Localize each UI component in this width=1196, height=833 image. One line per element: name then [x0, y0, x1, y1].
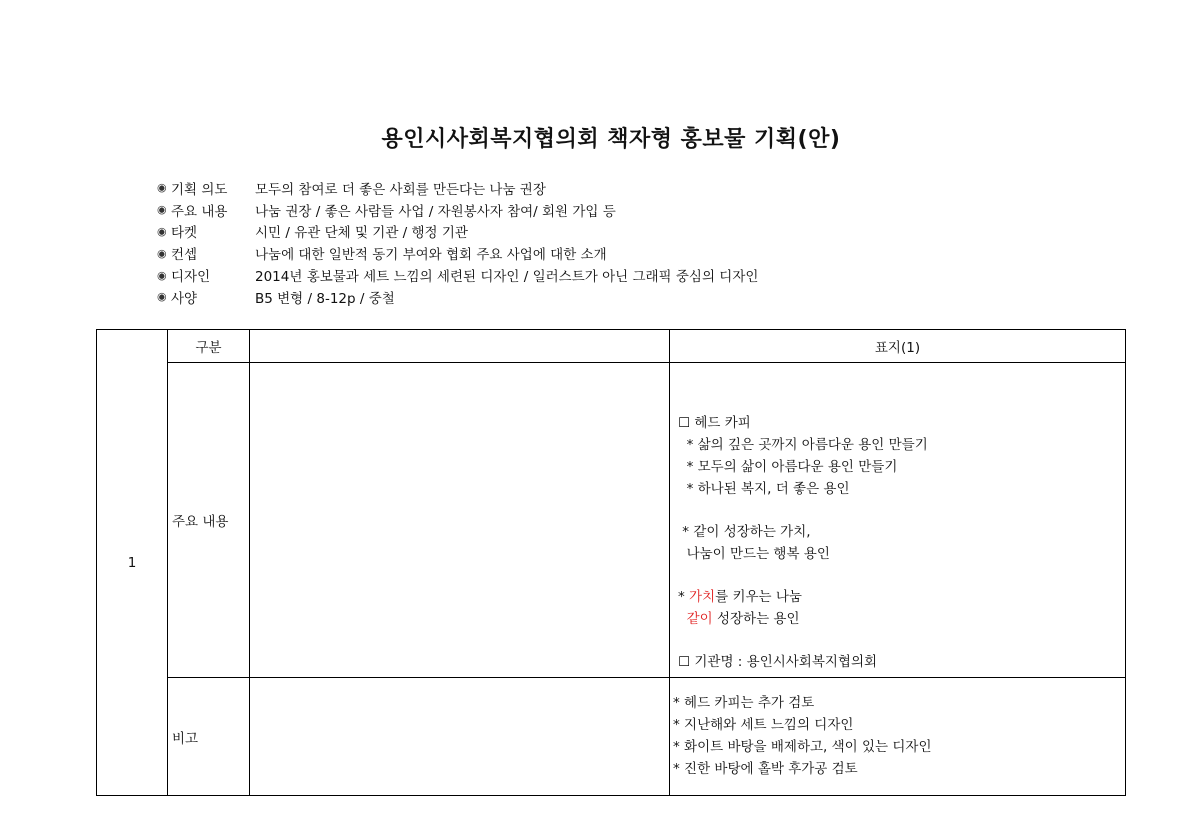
spec-value: 나눔에 대한 일반적 동기 부여와 협회 주요 사업에 대한 소개 — [255, 247, 607, 264]
header-label-cell: 구분 — [168, 330, 250, 363]
org-name-line: ☐ 기관명 : 용인시사회복지협의회 — [678, 654, 878, 670]
head-copy-line: * 하나된 복지, 더 좋은 용인 — [678, 481, 850, 497]
document-title: 용인시사회복지협의회 책자형 홍보물 기획(안) — [381, 127, 841, 152]
spec-item — [157, 177, 758, 199]
spec-key: 기획 의도 — [171, 181, 228, 198]
head-copy-line: * 모두의 삶이 아름다운 용인 만들기 — [678, 459, 898, 475]
notes-row — [97, 678, 1126, 796]
slogan-star: * — [678, 589, 690, 605]
head-copy-line: * 삶의 깊은 곳까지 아름다운 용인 만들기 — [678, 437, 928, 453]
plan-table — [96, 329, 1126, 796]
slogan-line — [678, 608, 1125, 630]
spec-item — [157, 242, 758, 264]
spec-key: 타켓 — [171, 225, 198, 242]
spec-value: 나눔 권장 / 좋은 사람들 사업 / 자원봉사자 참여/ 회원 가입 등 — [255, 203, 616, 220]
slogan-line — [678, 586, 1125, 608]
content-row — [97, 363, 1126, 678]
spec-item — [157, 264, 758, 286]
note-item: * 진한 바탕에 홀박 후가공 검토 — [673, 761, 858, 777]
spec-item — [157, 221, 758, 243]
notes-blank-cell — [250, 678, 670, 796]
content-cell — [670, 363, 1126, 678]
bullet-icon: ◉ — [157, 203, 167, 217]
note-item: * 헤드 카피는 추가 검토 — [673, 695, 815, 711]
notes-cell — [670, 678, 1126, 796]
bullet-icon: ◉ — [157, 268, 167, 282]
slogan-highlight: 가치 — [689, 589, 716, 605]
slogan-highlight: 같이 — [686, 611, 713, 627]
bullet-icon: ◉ — [157, 246, 167, 260]
notes-label-cell: 비고 — [168, 678, 250, 796]
bullet-icon: ◉ — [157, 224, 167, 238]
value-line: * 같이 성장하는 가치, — [678, 524, 811, 540]
spec-item — [157, 286, 758, 308]
note-item: * 화이트 바탕을 배제하고, 색이 있는 디자인 — [673, 739, 932, 755]
head-copy-title: ☐ 헤드 카피 — [678, 415, 751, 431]
slogan-text: 를 키우는 나눔 — [715, 589, 802, 605]
spec-key: 주요 내용 — [171, 203, 228, 220]
header-page-cell: 표지(1) — [670, 330, 1126, 363]
bullet-icon: ◉ — [157, 181, 167, 195]
spec-key: 사양 — [171, 290, 198, 307]
bullet-icon: ◉ — [157, 290, 167, 304]
spec-value: 모두의 참여로 더 좋은 사회를 만든다는 나눔 권장 — [255, 181, 546, 198]
spec-value: B5 변형 / 8-12p / 중철 — [255, 290, 395, 307]
table-header-row — [97, 330, 1126, 363]
spec-list — [157, 177, 758, 308]
spec-value: 2014년 홍보물과 세트 느낌의 세련된 디자인 / 일러스트가 아닌 그래픽 중심의 디자인 — [255, 269, 759, 286]
spec-item — [157, 199, 758, 221]
note-item: * 지난해와 세트 느낌의 디자인 — [673, 717, 854, 733]
content-blank-cell — [250, 363, 670, 678]
header-blank-cell — [250, 330, 670, 363]
slogan-text: 성장하는 용인 — [712, 611, 800, 627]
spec-key: 컨셉 — [171, 247, 198, 264]
content-label-cell: 주요 내용 — [168, 363, 250, 678]
value-line: 나눔이 만드는 행복 용인 — [678, 546, 830, 562]
row-number-cell: 1 — [97, 330, 168, 796]
spec-value: 시민 / 유관 단체 및 기관 / 행정 기관 — [255, 225, 468, 242]
spec-key: 디자인 — [171, 269, 211, 286]
slogan-indent — [678, 611, 687, 627]
